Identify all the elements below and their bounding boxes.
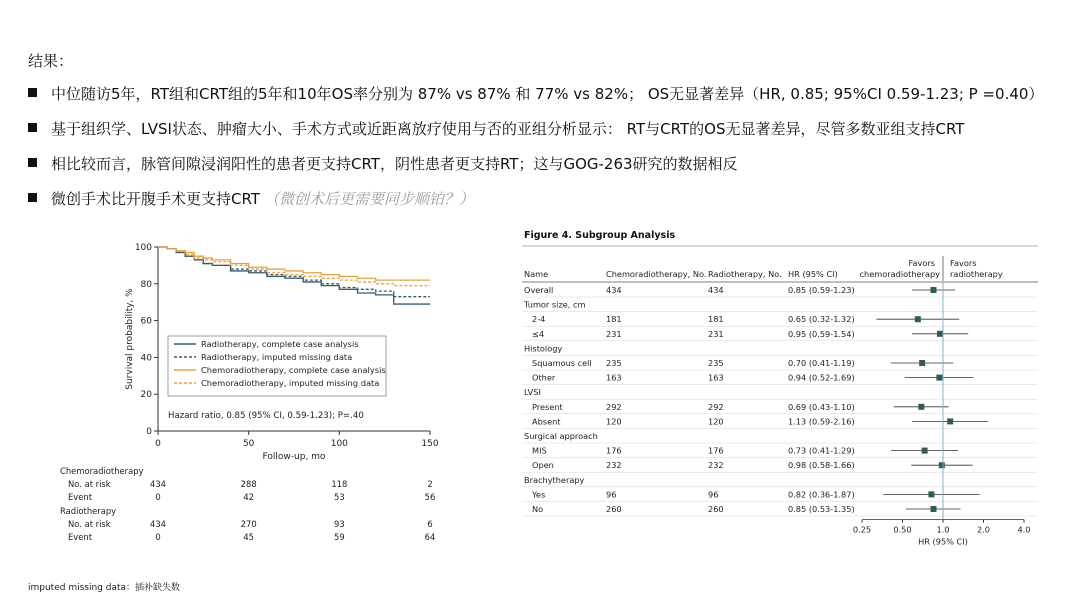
risk-value: 0 — [155, 532, 161, 542]
risk-value: 53 — [333, 492, 345, 502]
risk-value: 6 — [427, 519, 433, 529]
hr-ci-text: 0.73 (0.41-1.29) — [788, 445, 855, 456]
subgroup-name: Other — [532, 372, 556, 383]
forest-x-axis-title: HR (95% CI) — [918, 536, 968, 547]
y-tick-label: 20 — [140, 390, 152, 401]
subgroup-name: Open — [532, 460, 554, 471]
survival-curve — [158, 247, 430, 297]
chemo-count: 176 — [606, 445, 622, 456]
risk-row-label: No. at risk — [68, 479, 111, 489]
bullet-note: （微创术后更需要同步顺铂？） — [263, 190, 474, 208]
hr-ci-text: 0.82 (0.36-1.87) — [788, 489, 855, 500]
bullet-text: 相比较而言，脉管间隙浸润阳性的患者更支持CRT，阴性患者更支持RT；这与GOG-263研究的数据相反 — [51, 155, 738, 173]
bullet-item — [28, 153, 738, 174]
risk-value: 434 — [150, 479, 166, 489]
chemo-count: 235 — [606, 358, 622, 368]
square-bullet-icon — [28, 88, 37, 97]
forest-plot-svg — [522, 226, 1038, 556]
hr-ci-text: 1.13 (0.59-2.16) — [788, 416, 855, 427]
square-bullet-icon — [28, 158, 37, 167]
subgroup-name: Histology — [524, 343, 563, 354]
risk-value: 2 — [427, 479, 433, 489]
favors-right-label: radiotherapy — [950, 269, 1003, 279]
forest-title: Figure 4. Subgroup Analysis — [524, 230, 676, 241]
x-tick-label: 100 — [330, 439, 348, 449]
risk-value: 64 — [424, 532, 436, 542]
chemo-count: 292 — [606, 401, 622, 412]
favors-left-label: Favors — [908, 258, 935, 268]
risk-group-label: Chemoradiotherapy — [60, 466, 144, 476]
hr-marker — [931, 506, 937, 512]
radio-count: 260 — [708, 504, 724, 514]
hazard-ratio-annotation: Hazard ratio, 0.85 (95% CI, 0.59-1.23); P=.40 — [168, 411, 364, 421]
hr-marker — [947, 418, 953, 424]
hr-marker — [915, 316, 921, 322]
hr-marker — [918, 404, 924, 410]
risk-value: 434 — [150, 519, 166, 529]
hr-marker — [931, 287, 937, 293]
risk-value: 93 — [333, 519, 345, 529]
hr-ci-text: 0.85 (0.59-1.23) — [788, 285, 855, 295]
column-header: Name — [524, 269, 549, 279]
bullet-item — [28, 188, 474, 209]
risk-value: 45 — [243, 532, 254, 542]
legend-label: Chemoradiotherapy, complete case analysis — [201, 365, 386, 375]
subgroup-name: Squamous cell — [532, 358, 592, 368]
bullet-item — [28, 118, 964, 139]
forest-x-tick-label: 0.25 — [852, 524, 872, 535]
bullet-item — [28, 83, 1043, 104]
forest-x-tick-label: 1.0 — [936, 524, 950, 535]
column-header: Radiotherapy, No. — [708, 269, 782, 279]
column-header: HR (95% CI) — [788, 269, 838, 279]
risk-row-label: No. at risk — [68, 519, 111, 529]
chemo-count: 96 — [606, 489, 617, 500]
radio-count: 235 — [708, 358, 724, 368]
risk-value: 270 — [240, 519, 257, 529]
subgroup-name: ≤4 — [532, 328, 545, 339]
favors-left-label: chemoradiotherapy — [859, 269, 940, 279]
hr-marker — [919, 360, 925, 366]
hr-marker — [928, 491, 934, 497]
radio-count: 434 — [708, 285, 724, 295]
hr-ci-text: 0.65 (0.32-1.32) — [788, 314, 855, 325]
subgroup-name: 2-4 — [532, 314, 546, 325]
square-bullet-icon — [28, 123, 37, 132]
risk-value: 118 — [331, 479, 348, 489]
hr-marker — [937, 331, 943, 337]
chemo-count: 163 — [606, 372, 622, 383]
legend-label: Radiotherapy, imputed missing data — [201, 352, 353, 362]
legend-label: Radiotherapy, complete case analysis — [201, 339, 359, 349]
results-heading: 结果： — [28, 52, 74, 70]
hr-ci-text: 0.85 (0.53-1.35) — [788, 504, 855, 514]
risk-value: 42 — [243, 492, 254, 502]
survival-chart-svg — [60, 236, 455, 466]
hr-ci-text: 0.70 (0.41-1.19) — [788, 358, 855, 368]
survival-chart — [60, 236, 455, 556]
risk-value: 0 — [155, 492, 161, 502]
risk-row-label: Event — [68, 532, 92, 542]
x-tick-label: 0 — [155, 439, 161, 449]
risk-value: 288 — [240, 479, 257, 489]
subgroup-name: No — [532, 504, 544, 514]
y-axis-title: Survival probability, % — [125, 288, 135, 390]
radio-count: 232 — [708, 460, 724, 471]
chemo-count: 231 — [606, 328, 622, 339]
radio-count: 176 — [708, 445, 724, 456]
y-tick-label: 60 — [140, 316, 152, 327]
forest-x-tick-label: 2.0 — [976, 524, 991, 535]
x-tick-label: 50 — [242, 439, 255, 449]
hr-ci-text: 0.94 (0.52-1.69) — [788, 372, 855, 383]
risk-value: 56 — [424, 492, 436, 502]
bullet-text: 中位随访5年，RT组和CRT组的5年和10年OS率分别为 87% vs 87% 和 77% vs 82%； OS无显著差异（HR, 0.85; 95%CI 0.59-1.23; P =0.40） — [51, 85, 1044, 103]
y-tick-label: 80 — [140, 279, 152, 290]
radio-count: 231 — [708, 328, 724, 339]
x-axis-title: Follow-up, mo — [262, 452, 326, 462]
subgroup-name: MIS — [532, 445, 547, 456]
hr-marker — [922, 448, 928, 454]
chemo-count: 181 — [606, 314, 622, 325]
y-tick-label: 0 — [146, 427, 152, 437]
subgroup-forest-plot — [522, 226, 1038, 556]
subgroup-name: Absent — [532, 416, 561, 427]
radio-count: 163 — [708, 372, 724, 383]
bullet-text: 微创手术比开腹手术更支持CRT — [51, 190, 260, 208]
chemo-count: 434 — [606, 285, 622, 295]
survival-curve — [158, 247, 430, 280]
subgroup-name: Yes — [532, 489, 546, 500]
legend-label: Chemoradiotherapy, imputed missing data — [201, 378, 380, 388]
subgroup-name: Brachytherapy — [524, 474, 585, 485]
hr-marker — [939, 462, 945, 468]
subgroup-name: Tumor size, cm — [524, 299, 586, 310]
subgroup-name: Surgical approach — [524, 431, 598, 441]
column-header: Chemoradiotherapy, No. — [606, 269, 707, 279]
radio-count: 181 — [708, 314, 724, 325]
radio-count: 120 — [708, 416, 724, 427]
subgroup-name: LVSI — [524, 387, 541, 398]
radio-count: 292 — [708, 401, 724, 412]
chemo-count: 260 — [606, 504, 622, 514]
chemo-count: 120 — [606, 416, 622, 427]
risk-group-label: Radiotherapy — [60, 506, 117, 516]
favors-right-label: Favors — [950, 258, 977, 268]
square-bullet-icon — [28, 193, 37, 202]
footnote: imputed missing data：插补缺失数 — [28, 583, 181, 593]
y-tick-label: 100 — [134, 243, 152, 253]
risk-row-label: Event — [68, 492, 92, 502]
chemo-count: 232 — [606, 460, 622, 471]
x-tick-label: 150 — [421, 439, 439, 449]
forest-x-tick-label: 4.0 — [1017, 524, 1031, 535]
radio-count: 96 — [708, 489, 719, 500]
subgroup-name: Overall — [524, 285, 554, 295]
hr-ci-text: 0.69 (0.43-1.10) — [788, 401, 855, 412]
hr-ci-text: 0.98 (0.58-1.66) — [788, 460, 855, 471]
hr-marker — [936, 375, 942, 381]
bullet-text: 基于组织学、LVSI状态、肿瘤大小、手术方式或近距离放疗使用与否的亚组分析显示： RT与CRT的OS无显著差异，尽管多数亚组支持CRT — [51, 120, 965, 138]
risk-table — [60, 466, 455, 556]
y-tick-label: 40 — [140, 353, 152, 364]
subgroup-name: Present — [532, 401, 563, 412]
risk-value: 59 — [333, 532, 345, 542]
hr-ci-text: 0.95 (0.59-1.54) — [788, 328, 855, 339]
forest-x-tick-label: 0.50 — [893, 524, 912, 535]
